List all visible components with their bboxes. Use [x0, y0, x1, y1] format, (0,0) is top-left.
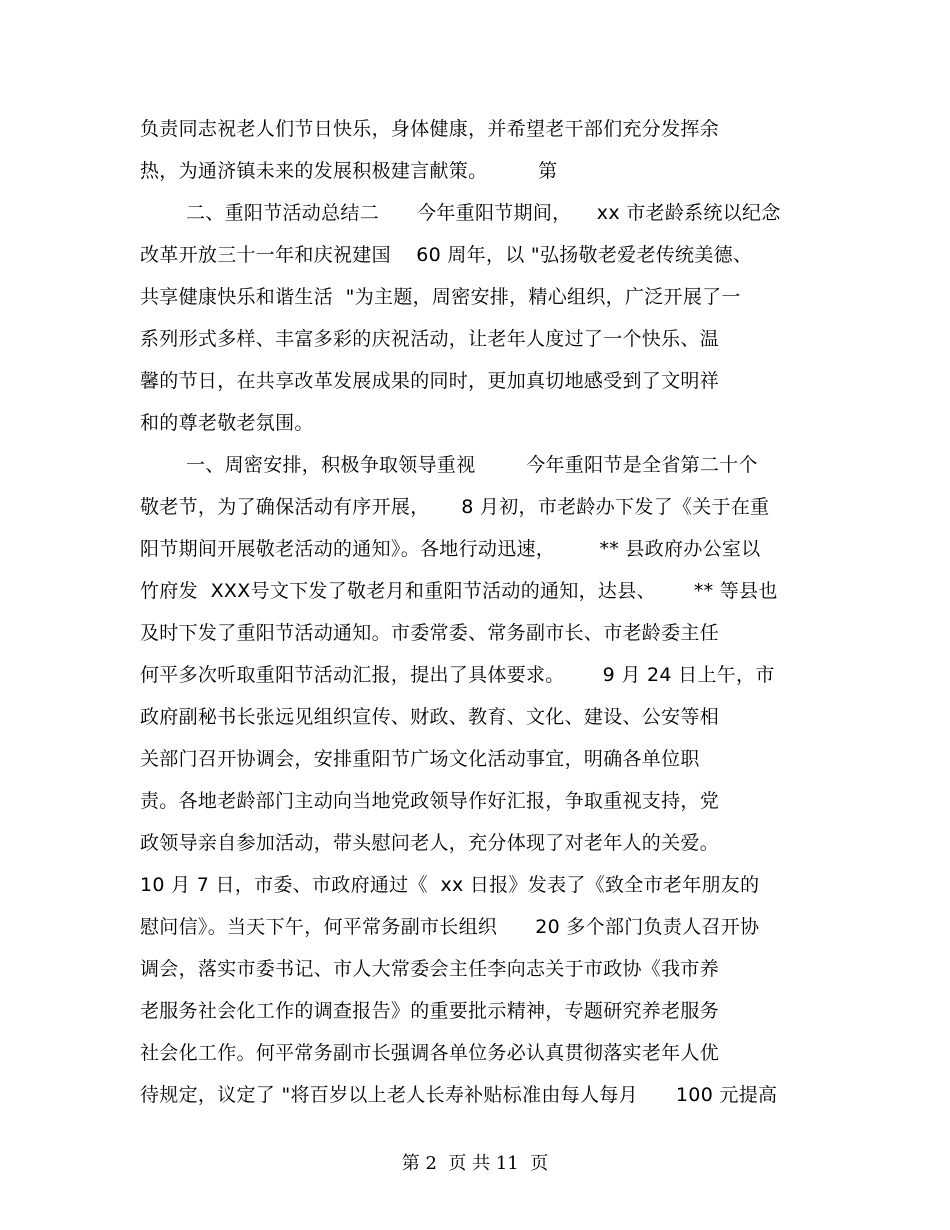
text-line-10: 敬老节，为了确保活动有序开展， 8 月初，市老龄办下发了《关于在重 — [140, 496, 770, 518]
text-line-16: 关部门召开协调会，安排重阳节广场文化活动事宜，明确各单位职 — [140, 748, 700, 770]
text-line-21: 调会，落实市委书记、市人大常委会主任李向志关于市政协《我市养 — [140, 958, 720, 980]
text-line-13: 及时下发了重阳节活动通知。市委常委、常务副市长、市老龄委主任 — [140, 622, 720, 644]
text-line-7: 馨的节日，在共享改革发展成果的同时，更加真切地感受到了文明祥 — [140, 370, 720, 392]
text-line-2: 热，为通济镇未来的发展积极建言献策。 第 — [140, 160, 558, 182]
text-line-5: 共享健康快乐和谐生活 "为主题，周密安排，精心组织，广泛开展了一 — [140, 286, 741, 308]
text-line-4: 改革开放三十一年和庆祝建国 60 周年，以 "弘扬敬老爱老传统美德、 — [140, 244, 753, 266]
text-line-11: 阳节期间开展敬老活动的通知》。各地行动迅速， ** 县政府办公室以 — [140, 538, 761, 560]
text-line-19: 10 月 7 日，市委、市政府通过《 xx 日报》发表了《致全市老年朋友的 — [140, 874, 760, 896]
text-line-12: 竹府发 XXX号文下发了敬老月和重阳节活动的通知，达县、 ** 等县也 — [140, 580, 778, 602]
text-line-18: 政领导亲自参加活动，带头慰问老人，充分体现了对老年人的关爱。 — [140, 832, 720, 854]
text-line-8: 和的尊老敬老氛围。 — [140, 412, 314, 434]
text-line-17: 责。各地老龄部门主动向当地党政领导作好汇报，争取重视支持，党 — [140, 790, 720, 812]
text-line-6: 系列形式多样、丰富多彩的庆祝活动，让老年人度过了一个快乐、温 — [140, 328, 720, 350]
page-number-footer: 第 2 页 共 11 页 — [401, 1153, 549, 1174]
text-line-14: 何平多次听取重阳节活动汇报，提出了具体要求。 9 月 24 日上午，市 — [140, 664, 775, 686]
text-line-24: 待规定，议定了 "将百岁以上老人长寿补贴标准由每人每月 100 元提高 — [140, 1084, 778, 1106]
text-line-23: 社会化工作。何平常务副市长强调各单位务必认真贯彻落实老年人优 — [140, 1042, 720, 1064]
subsection-heading-1: 一、周密安排，积极争取领导重视 今年重阳节是全省第二十个 — [186, 454, 758, 476]
text-line-22: 老服务社会化工作的调查报告》的重要批示精神，专题研究养老服务 — [140, 1000, 720, 1022]
text-line-1: 负责同志祝老人们节日快乐，身体健康，并希望老干部们充分发挥余 — [140, 118, 720, 140]
section-heading-2: 二、重阳节活动总结二 今年重阳节期间， xx 市老龄系统以纪念 — [186, 202, 781, 224]
text-line-20: 慰问信》。当天下午，何平常务副市长组织 20 多个部门负责人召开协 — [140, 916, 760, 938]
text-line-15: 政府副秘书长张远见组织宣传、财政、教育、文化、建设、公安等相 — [140, 706, 720, 728]
